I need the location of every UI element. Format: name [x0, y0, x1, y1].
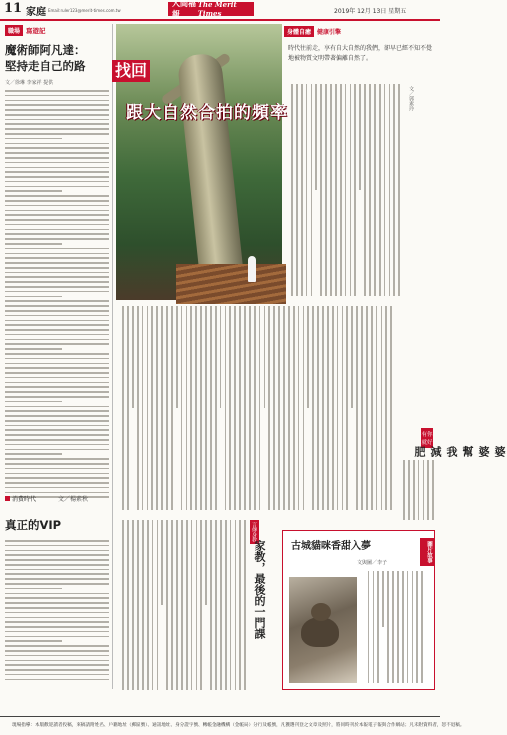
text-line — [5, 559, 109, 561]
text-column — [412, 571, 414, 683]
feature-body-text-upper — [288, 84, 400, 296]
wooden-stairs — [176, 264, 286, 304]
feature-lead: 時代往前走，享有自大自然的我們，卻早已經不知不覺地被物質文明帶著偏離自然了。 — [288, 45, 433, 62]
text-column — [151, 306, 153, 510]
issue-date: 2019年 12月 13日 星期五 — [334, 8, 407, 15]
vip-title: 真正的VIP — [5, 518, 62, 532]
left-body-text — [5, 90, 109, 498]
text-line — [5, 147, 109, 149]
text-line — [5, 128, 109, 130]
text-column — [379, 84, 381, 296]
text-column — [371, 306, 373, 510]
text-column — [368, 571, 370, 683]
text-line — [5, 396, 109, 398]
cat-body — [301, 617, 339, 647]
text-column — [296, 84, 298, 296]
text-column — [311, 84, 313, 296]
left-title-line1: 魔術師阿凡達： — [5, 43, 86, 57]
text-line — [5, 463, 109, 465]
jiajiao-body-text — [116, 520, 246, 690]
text-line — [5, 305, 109, 307]
left-badge: 職場 — [5, 25, 23, 36]
text-column — [152, 520, 154, 690]
text-line — [5, 152, 109, 154]
text-column — [385, 306, 387, 510]
text-column — [142, 306, 144, 510]
text-column — [161, 306, 163, 510]
text-line — [5, 425, 109, 427]
text-line — [5, 300, 109, 302]
text-line — [5, 554, 109, 556]
text-column — [186, 306, 188, 510]
text-column — [278, 306, 280, 510]
text-column — [345, 84, 347, 296]
popo-title: 婆婆幫我減肥 — [413, 446, 506, 458]
text-line — [5, 138, 62, 140]
text-line — [5, 669, 109, 671]
text-line — [5, 631, 109, 633]
header-rule — [0, 19, 440, 21]
text-line — [5, 224, 109, 226]
text-line — [5, 181, 109, 183]
text-column — [205, 520, 207, 605]
vip-body-text — [5, 540, 109, 683]
text-column — [384, 84, 386, 296]
text-column — [264, 306, 266, 408]
feature-tag — [284, 26, 341, 37]
text-column — [335, 84, 337, 296]
text-line — [5, 367, 109, 369]
text-line — [5, 90, 109, 92]
text-line — [5, 119, 109, 121]
text-column — [137, 306, 139, 510]
text-line — [5, 477, 109, 479]
text-column — [432, 460, 434, 520]
text-line — [5, 123, 109, 125]
text-line — [5, 550, 109, 552]
text-line — [5, 487, 109, 489]
text-line — [5, 229, 109, 231]
text-line — [5, 104, 109, 106]
text-line — [5, 171, 109, 173]
text-column — [382, 571, 384, 627]
text-line — [5, 100, 109, 102]
text-line — [5, 617, 109, 619]
text-column — [239, 306, 241, 510]
feature-title-part1: 找回 — [112, 60, 150, 82]
text-line — [5, 210, 109, 212]
text-column — [307, 306, 309, 408]
text-line — [5, 353, 109, 355]
text-line — [5, 439, 109, 441]
text-line — [5, 363, 109, 365]
left-badge-row — [5, 24, 109, 36]
popo-tag: 有你就好 — [421, 428, 433, 448]
text-column — [340, 84, 342, 296]
text-column — [423, 460, 425, 520]
popo-body-text — [398, 460, 434, 520]
text-line — [5, 315, 109, 317]
text-line — [5, 597, 109, 599]
text-line — [5, 372, 109, 374]
text-column — [239, 520, 241, 690]
text-line — [5, 214, 109, 216]
text-line — [5, 444, 109, 446]
text-column — [220, 306, 222, 408]
photo-story-byline: 文與圖／李子 — [357, 560, 388, 566]
text-column — [249, 306, 251, 510]
newspaper-logo — [168, 0, 254, 19]
cat-photo — [289, 577, 357, 683]
text-column — [191, 520, 193, 690]
text-column — [283, 306, 285, 510]
text-line — [5, 664, 109, 666]
text-line — [5, 593, 109, 595]
text-line — [5, 636, 109, 638]
text-line — [5, 449, 109, 451]
text-column — [215, 306, 217, 510]
text-line — [5, 186, 109, 188]
text-line — [5, 262, 109, 264]
page-footer — [0, 716, 465, 735]
text-column — [195, 306, 197, 510]
text-column — [210, 306, 212, 510]
text-line — [5, 607, 109, 609]
text-line — [5, 540, 109, 542]
text-line — [5, 377, 109, 379]
text-line — [5, 243, 62, 245]
text-column — [397, 571, 399, 683]
jiajiao-tag: 言傳身教 — [251, 522, 257, 542]
text-column — [200, 520, 202, 690]
text-column — [427, 460, 429, 520]
text-column — [354, 84, 356, 296]
text-column — [293, 306, 295, 510]
text-line — [5, 334, 109, 336]
text-line — [5, 133, 109, 135]
text-column — [176, 520, 178, 690]
text-column — [186, 520, 188, 690]
text-line — [5, 621, 109, 623]
text-line — [5, 382, 109, 384]
text-column — [122, 306, 124, 510]
text-column — [350, 84, 352, 296]
logo-english: The Merit Times — [197, 0, 237, 18]
text-column — [122, 520, 124, 690]
text-column — [205, 306, 207, 510]
text-column — [181, 520, 183, 690]
text-line — [5, 482, 109, 484]
text-line — [5, 410, 109, 412]
text-column — [298, 306, 300, 510]
text-column — [351, 306, 353, 408]
text-line — [5, 95, 109, 97]
person-figure — [248, 256, 256, 282]
text-column — [254, 306, 256, 510]
text-line — [5, 492, 109, 494]
text-column — [303, 306, 305, 510]
text-line — [5, 429, 109, 431]
text-line — [5, 281, 109, 283]
text-column — [190, 306, 192, 510]
text-line — [5, 545, 109, 547]
text-line — [5, 391, 109, 393]
text-line — [5, 453, 62, 455]
text-column — [346, 306, 348, 510]
text-line — [5, 248, 109, 250]
text-column — [374, 84, 376, 296]
text-column — [366, 306, 368, 510]
text-column — [317, 306, 319, 510]
cat-head — [311, 603, 331, 621]
text-column — [210, 520, 212, 690]
feature-body-text-lower — [116, 306, 392, 510]
text-column — [166, 306, 168, 510]
text-column — [381, 306, 383, 510]
text-line — [5, 267, 109, 269]
text-column — [393, 84, 395, 296]
text-line — [5, 343, 109, 345]
text-column — [421, 571, 423, 683]
photo-story-box — [282, 530, 435, 690]
text-column — [157, 520, 159, 690]
text-column — [156, 306, 158, 510]
text-column — [137, 520, 139, 690]
text-column — [356, 306, 358, 510]
text-line — [5, 406, 109, 408]
vip-tagline — [5, 494, 109, 503]
text-line — [5, 339, 109, 341]
text-line — [5, 401, 62, 403]
left-badge-sub: 寫遊記 — [26, 26, 46, 35]
page-number: 11 — [4, 1, 23, 16]
text-line — [5, 200, 109, 202]
text-line — [5, 167, 109, 169]
text-line — [5, 190, 62, 192]
text-line — [5, 296, 62, 298]
text-line — [5, 253, 109, 255]
text-column — [376, 306, 378, 510]
text-line — [5, 588, 62, 590]
text-column — [398, 84, 400, 296]
text-line — [5, 612, 109, 614]
text-column — [373, 571, 375, 683]
text-column — [147, 306, 149, 510]
text-line — [5, 640, 62, 642]
text-column — [244, 306, 246, 510]
left-byline: 文／徐琳 李家祥 提供 — [5, 80, 54, 86]
text-line — [5, 329, 109, 331]
square-icon — [5, 496, 10, 501]
text-column — [392, 571, 394, 683]
jiajiao-title: 家教，最後的一門課 — [253, 540, 266, 639]
text-column — [291, 84, 293, 296]
text-column — [390, 306, 392, 510]
text-line — [5, 310, 109, 312]
page-header — [0, 0, 440, 20]
text-line — [5, 674, 109, 676]
text-column — [402, 571, 404, 683]
tree-trunk — [177, 52, 244, 275]
logo-chinese: 人間福報 — [172, 0, 196, 19]
vip-column-name: 消費時代 — [12, 496, 37, 503]
text-line — [5, 602, 109, 604]
text-column — [229, 306, 231, 510]
text-column — [315, 84, 317, 190]
text-line — [5, 473, 109, 475]
text-column — [166, 520, 168, 690]
text-line — [5, 358, 109, 360]
text-line — [5, 348, 62, 350]
photo-story-text — [363, 571, 423, 683]
text-line — [5, 564, 109, 566]
text-column — [413, 460, 415, 520]
jiajiao-article — [250, 520, 274, 670]
column-divider — [112, 24, 113, 689]
text-line — [5, 257, 109, 259]
text-column — [147, 520, 149, 690]
text-column — [142, 520, 144, 690]
feature-byline: 文／郭素玲 — [408, 86, 414, 111]
text-column — [230, 520, 232, 690]
text-line — [5, 573, 109, 575]
text-column — [215, 520, 217, 690]
text-line — [5, 434, 109, 436]
text-line — [5, 420, 109, 422]
left-title-line2: 堅持走自己的路 — [5, 59, 86, 73]
popo-article — [395, 428, 506, 458]
text-column — [416, 571, 418, 683]
text-column — [389, 84, 391, 296]
text-line — [5, 272, 109, 274]
left-title — [5, 42, 109, 74]
feature-title-part2: 跟大自然合拍的頻率 — [126, 103, 288, 123]
section-email: Email:ruler123@merit-times.com.tw — [48, 8, 121, 13]
photo-story-tag: 圖片故事 — [420, 538, 434, 566]
text-column — [301, 84, 303, 296]
text-column — [325, 84, 327, 296]
text-column — [244, 520, 246, 690]
text-column — [403, 460, 405, 520]
text-line — [5, 660, 109, 662]
text-line — [5, 276, 109, 278]
text-column — [268, 306, 270, 510]
text-column — [418, 460, 420, 520]
text-column — [181, 306, 183, 510]
text-line — [5, 645, 109, 647]
text-line — [5, 291, 109, 293]
text-column — [320, 84, 322, 296]
text-line — [5, 468, 109, 470]
text-column — [127, 306, 129, 510]
text-column — [288, 306, 290, 510]
text-column — [196, 520, 198, 690]
text-line — [5, 162, 109, 164]
text-column — [235, 520, 237, 690]
text-column — [234, 306, 236, 510]
vip-header — [5, 494, 109, 533]
text-line — [5, 578, 109, 580]
text-column — [171, 520, 173, 690]
text-column — [176, 306, 178, 408]
text-line — [5, 583, 109, 585]
text-column — [132, 520, 134, 690]
text-line — [5, 458, 109, 460]
text-column — [369, 84, 371, 296]
text-column — [225, 520, 227, 690]
feature-tag-sub: 健康引擎 — [317, 29, 342, 36]
text-column — [171, 306, 173, 510]
text-line — [5, 205, 109, 207]
text-column — [259, 306, 261, 510]
text-column — [225, 306, 227, 510]
feature-tag-label: 身體自癒 — [284, 26, 314, 37]
footer-notice: 現場指導：本版歡迎讀者投稿，來稿請附姓名、戶籍地址（郵區號）、通訊地址、身分證字號、轉帳金融機構（金帳局）分行及帳號，凡獲選刊登之文章及照片，將同時刊於本報電子報與合作網站；凡未附資料者，恕不退稿。 — [12, 723, 465, 728]
text-column — [407, 571, 409, 683]
text-line — [5, 679, 109, 681]
text-column — [327, 306, 329, 510]
section-name: 家庭 — [26, 7, 46, 18]
text-line — [5, 286, 109, 288]
text-column — [322, 306, 324, 510]
text-column — [337, 306, 339, 510]
text-line — [5, 195, 109, 197]
text-column — [387, 571, 389, 683]
text-line — [5, 626, 109, 628]
text-line — [5, 655, 109, 657]
text-line — [5, 176, 109, 178]
text-line — [5, 238, 109, 240]
text-column — [330, 84, 332, 296]
text-column — [127, 520, 129, 690]
text-line — [5, 320, 109, 322]
text-line — [5, 114, 109, 116]
text-column — [361, 306, 363, 510]
text-column — [332, 306, 334, 510]
text-line — [5, 569, 109, 571]
text-line — [5, 324, 109, 326]
text-column — [377, 571, 379, 683]
text-column — [220, 520, 222, 690]
photo-story-title: 古城貓咪香甜入夢 — [291, 541, 371, 552]
text-line — [5, 219, 109, 221]
text-column — [342, 306, 344, 510]
text-line — [5, 109, 109, 111]
vip-author: 文／楊素秋 — [58, 496, 89, 503]
text-column — [364, 84, 366, 296]
text-line — [5, 415, 109, 417]
text-column — [306, 84, 308, 296]
text-column — [273, 306, 275, 510]
text-line — [5, 157, 109, 159]
text-column — [408, 460, 410, 520]
text-line — [5, 650, 109, 652]
text-column — [359, 84, 361, 190]
text-column — [132, 306, 134, 408]
text-column — [161, 520, 163, 605]
text-line — [5, 143, 109, 145]
text-line — [5, 386, 109, 388]
text-line — [5, 233, 109, 235]
text-column — [200, 306, 202, 510]
text-column — [312, 306, 314, 510]
